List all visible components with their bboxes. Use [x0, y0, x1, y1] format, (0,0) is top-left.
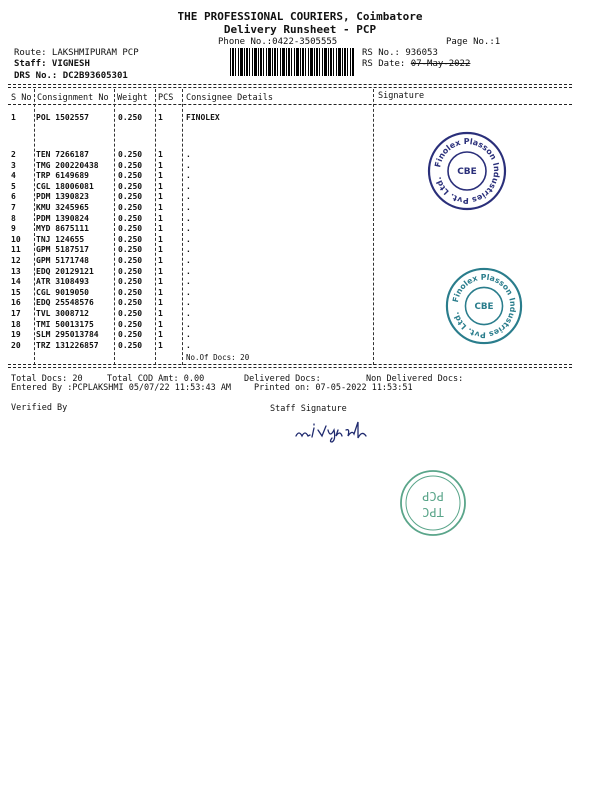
row-details: .: [186, 245, 191, 255]
tpc-pcp-stamp: [398, 468, 468, 538]
row-details: .: [186, 192, 191, 202]
row-details: .: [186, 224, 191, 234]
rs-number: RS No.: 936053: [362, 48, 438, 58]
row-sno: 16: [11, 298, 21, 308]
row-sno: 18: [11, 319, 21, 329]
row-details: .: [186, 234, 191, 244]
col-header-signature: Signature: [378, 91, 425, 101]
route-label: Route: LAKSHMIPURAM PCP: [14, 48, 139, 58]
row-weight: 0.250: [118, 287, 143, 297]
row-pcs: 1: [158, 319, 163, 329]
col-sep-1: [34, 89, 35, 365]
row-weight: 0.250: [118, 113, 143, 122]
row-details: .: [186, 309, 191, 318]
row-details: .: [186, 160, 191, 170]
row-consignment: EDQ 20129121: [36, 266, 94, 276]
row-consignment: MYD 8675111: [36, 224, 89, 234]
rs-date-label: RS Date:: [362, 59, 406, 69]
staff-label: Staff: VIGNESH: [14, 59, 90, 69]
row-details: FINOLEX: [186, 113, 220, 122]
row-details: .: [186, 277, 191, 287]
row-weight: 0.250: [118, 213, 143, 223]
row-consignment: KMU 3245965: [36, 203, 89, 212]
row-details: .: [186, 287, 191, 297]
row-weight: 0.250: [118, 266, 143, 276]
svg-text:CBE: CBE: [474, 301, 494, 312]
barcode-image: [230, 48, 354, 76]
row-pcs: 1: [158, 256, 163, 265]
row-pcs: 1: [158, 160, 163, 170]
row-pcs: 1: [158, 245, 163, 255]
row-weight: 0.250: [118, 203, 143, 212]
non-delivered-docs: Non Delivered Docs:: [366, 374, 464, 384]
svg-text:Finolex Plasson Industries Pvt: Finolex Plasson Industries Pvt. Ltd.: [450, 272, 518, 340]
row-sno: 3: [11, 160, 16, 170]
row-sno: 20: [11, 340, 21, 350]
row-consignment: TVL 3008712: [36, 309, 89, 318]
row-weight: 0.250: [118, 192, 143, 202]
row-pcs: 1: [158, 266, 163, 276]
runsheet-subtitle: Delivery Runsheet - PCP: [223, 23, 377, 36]
row-weight: 0.250: [118, 309, 143, 318]
table-bottom-rule-2: [8, 367, 572, 368]
row-weight: 0.250: [118, 298, 143, 308]
row-weight: 0.250: [118, 256, 143, 265]
row-weight: 0.250: [118, 171, 143, 181]
row-pcs: 1: [158, 181, 163, 191]
row-consignment: PDM 1390824: [36, 213, 89, 223]
row-sno: 12: [11, 256, 21, 265]
row-pcs: 1: [158, 150, 163, 159]
verified-by: Verified By: [11, 403, 68, 413]
col-header-weight: Weight: [117, 93, 148, 103]
total-docs: Total Docs: 20: [11, 374, 83, 384]
header-underline: [8, 104, 572, 105]
tpc-stamp-line2: PCP: [422, 489, 444, 503]
row-details: .: [186, 203, 191, 212]
entered-by: Entered By :PCPLAKSHMI 05/07/22 11:53:43 AM: [11, 383, 232, 393]
row-weight: 0.250: [118, 245, 143, 255]
company-title: THE PROFESSIONAL COURIERS, Coimbatore: [177, 10, 423, 23]
row-pcs: 1: [158, 203, 163, 212]
row-pcs: 1: [158, 287, 163, 297]
row-pcs: 1: [158, 277, 163, 287]
row-sno: 5: [11, 181, 16, 191]
row-sno: 1: [11, 113, 16, 122]
row-sno: 7: [11, 203, 16, 212]
company-seal-stamp-2: [443, 266, 525, 346]
svg-text:CBE: CBE: [457, 167, 477, 177]
row-consignment: CGL 18006081: [36, 181, 94, 191]
row-sno: 14: [11, 277, 21, 287]
row-sno: 11: [11, 245, 21, 255]
table-bottom-rule: [8, 364, 572, 365]
row-pcs: 1: [158, 330, 163, 340]
no-of-docs: No.Of Docs: 20: [186, 353, 250, 362]
col-header-details: Consignee Details: [186, 93, 273, 103]
row-weight: 0.250: [118, 330, 143, 340]
row-sno: 15: [11, 287, 21, 297]
row-details: .: [186, 298, 191, 308]
row-consignment: TRZ 131226857: [36, 340, 99, 350]
row-pcs: 1: [158, 171, 163, 181]
row-details: .: [186, 171, 191, 181]
row-weight: 0.250: [118, 150, 143, 159]
row-consignment: POL 1502557: [36, 113, 89, 122]
row-weight: 0.250: [118, 160, 143, 170]
row-weight: 0.250: [118, 277, 143, 287]
col-sep-4: [182, 89, 183, 365]
row-details: .: [186, 266, 191, 276]
col-header-pcs: PCS: [158, 93, 174, 103]
page-number: Page No.:1: [446, 37, 501, 47]
row-sno: 4: [11, 171, 16, 181]
row-pcs: 1: [158, 340, 163, 350]
row-consignment: TRP 6149689: [36, 171, 89, 181]
row-weight: 0.250: [118, 340, 143, 350]
row-consignment: TMI 50013175: [36, 319, 94, 329]
row-sno: 6: [11, 192, 16, 202]
row-sno: 10: [11, 234, 21, 244]
row-details: .: [186, 256, 191, 265]
rs-date-value: 07-May-2022: [410, 59, 471, 69]
row-weight: 0.250: [118, 234, 143, 244]
col-sep-2: [114, 89, 115, 365]
phone-number: Phone No.:0422-3505555: [218, 37, 338, 47]
total-cod: Total COD Amt: 0.00: [107, 374, 205, 384]
row-sno: 13: [11, 266, 21, 276]
row-sno: 8: [11, 213, 16, 223]
col-header-consignment: Consignment No: [37, 93, 109, 103]
row-sno: 2: [11, 150, 16, 159]
row-pcs: 1: [158, 234, 163, 244]
row-details: .: [186, 319, 191, 329]
row-weight: 0.250: [118, 319, 143, 329]
row-details: .: [186, 330, 191, 340]
row-consignment: ATR 3108493: [36, 277, 89, 287]
row-consignment: TNJ 124655: [36, 234, 85, 244]
row-sno: 19: [11, 330, 21, 340]
table-top-rule-2: [8, 87, 572, 88]
handwritten-signature: [292, 416, 374, 444]
drs-number: DRS No.: DC2B93605301: [14, 71, 128, 81]
row-consignment: EDQ 25548576: [36, 298, 94, 308]
row-consignment: GPM 5171748: [36, 256, 89, 265]
staff-signature-label: Staff Signature: [270, 404, 347, 414]
row-details: .: [186, 150, 191, 159]
tpc-stamp-line1: TPC: [422, 505, 444, 519]
row-consignment: CGL 9019050: [36, 287, 89, 297]
row-consignment: SLM 295013784: [36, 330, 99, 340]
printed-on: Printed on: 07-05-2022 11:53:51: [254, 383, 413, 393]
col-sep-5: [373, 89, 374, 365]
row-weight: 0.250: [118, 181, 143, 191]
delivered-docs: Delivered Docs:: [244, 374, 321, 384]
company-seal-stamp-1: [426, 130, 508, 212]
row-details: .: [186, 213, 191, 223]
row-details: .: [186, 181, 191, 191]
col-header-sno: S No: [11, 93, 32, 103]
svg-text:Finolex Plasson Industries Pvt: Finolex Plasson Industries Pvt. Ltd.: [433, 136, 502, 206]
table-top-rule: [8, 84, 572, 85]
row-sno: 9: [11, 224, 16, 234]
row-consignment: TEN 7266187: [36, 150, 89, 159]
rs-date: [362, 59, 470, 69]
row-consignment: GPM 5187517: [36, 245, 89, 255]
row-pcs: 1: [158, 192, 163, 202]
row-pcs: 1: [158, 309, 163, 318]
row-weight: 0.250: [118, 224, 143, 234]
row-details: .: [186, 340, 191, 350]
row-pcs: 1: [158, 113, 163, 122]
row-pcs: 1: [158, 298, 163, 308]
row-pcs: 1: [158, 224, 163, 234]
col-sep-3: [155, 89, 156, 365]
row-sno: 17: [11, 309, 21, 318]
row-consignment: PDM 1390823: [36, 192, 89, 202]
row-consignment: TMG 200220438: [36, 160, 99, 170]
row-pcs: 1: [158, 213, 163, 223]
